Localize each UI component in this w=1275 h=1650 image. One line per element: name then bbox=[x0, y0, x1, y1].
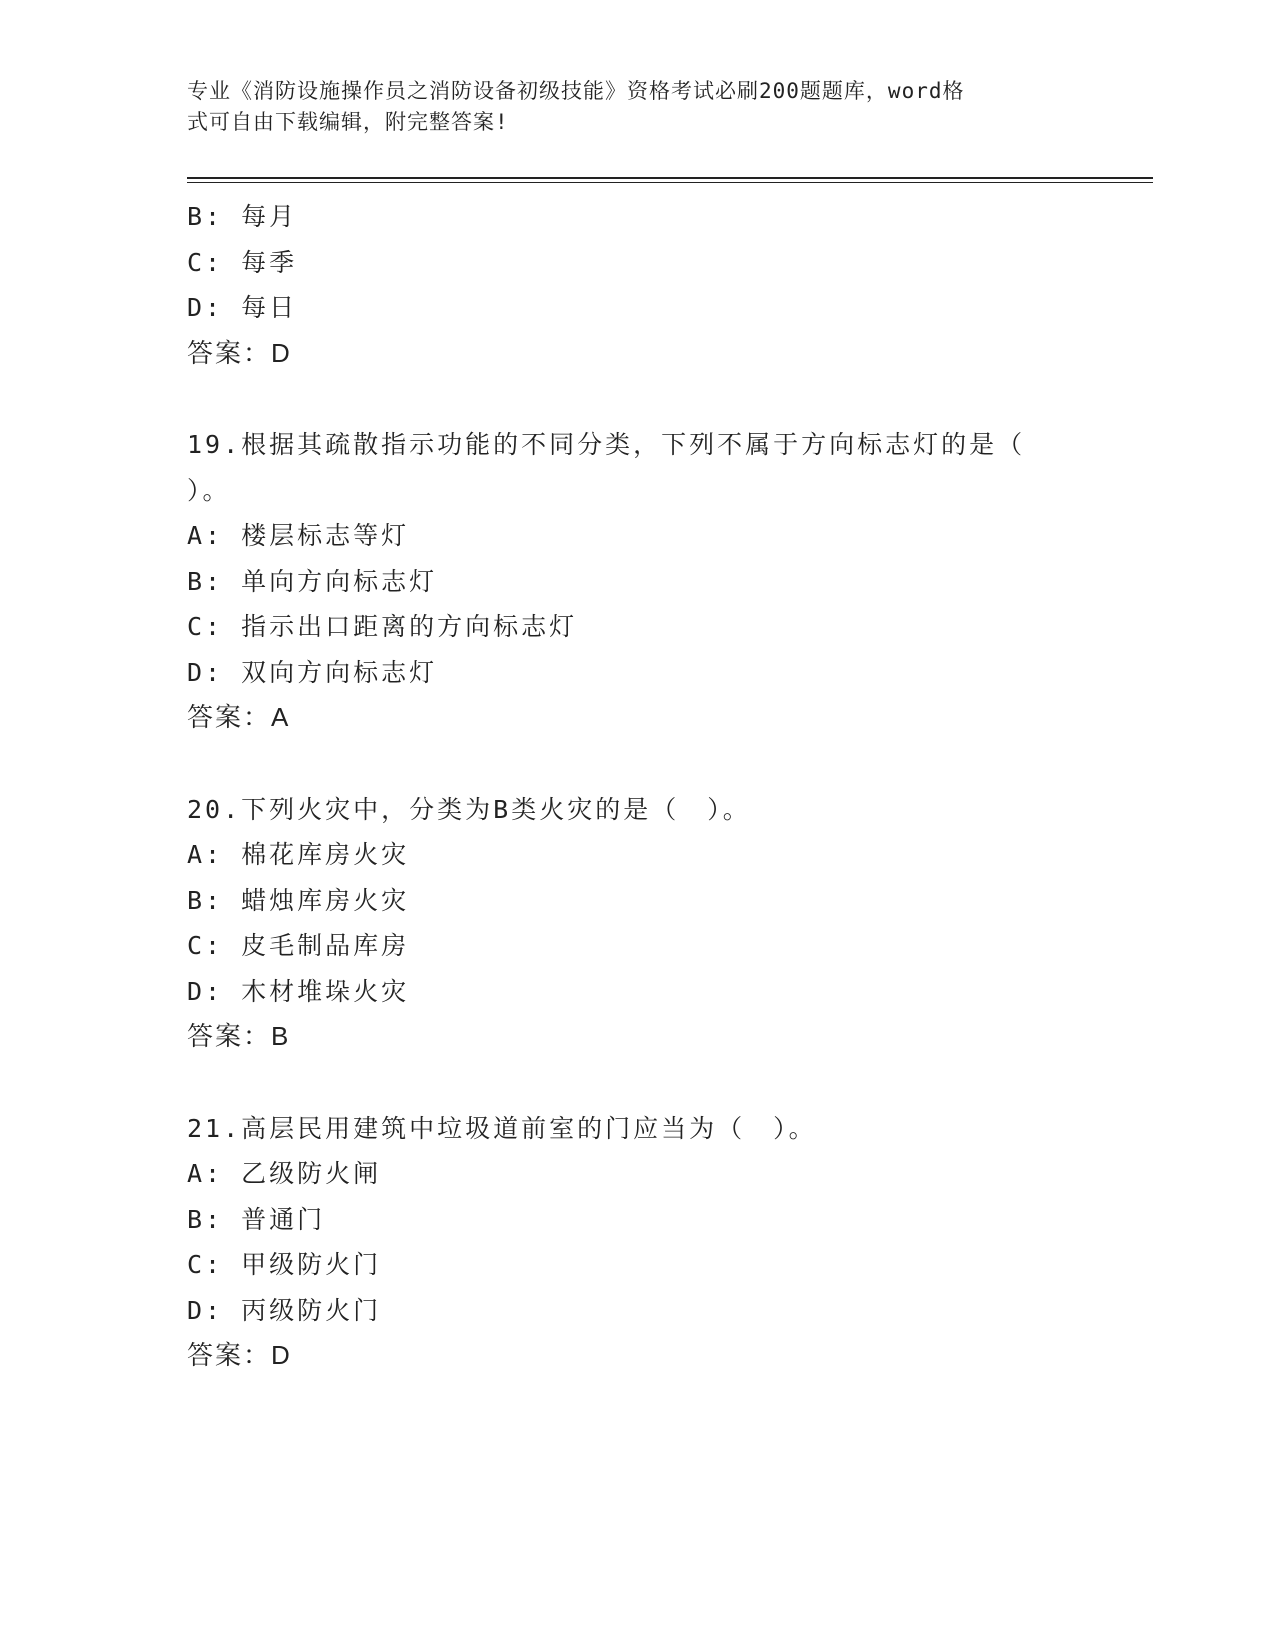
question-spacer bbox=[187, 741, 1147, 787]
question-list bbox=[187, 194, 1147, 1379]
question-19 bbox=[187, 422, 1147, 741]
option-c: C: 皮毛制品库房 bbox=[187, 931, 410, 960]
question-stem: 19.根据其疏散指示功能的不同分类，下列不属于方向标志灯的是（ bbox=[187, 430, 1026, 459]
question-stem: 20.下列火灾中，分类为B类火灾的是（ ）。 bbox=[187, 794, 751, 824]
question-stem-continued: ）。 bbox=[187, 475, 231, 505]
option-c: C: 甲级防火门 bbox=[187, 1250, 382, 1279]
header-line-1: 专业《消防设施操作员之消防设备初级技能》资格考试必刷200题题库，word格 bbox=[187, 79, 965, 103]
option-a: A: 棉花库房火灾 bbox=[187, 840, 410, 869]
answer-line: 答案：D bbox=[187, 1340, 292, 1370]
answer-line: 答案：B bbox=[187, 1021, 291, 1051]
option-d: D: 双向方向标志灯 bbox=[187, 657, 438, 687]
question-spacer bbox=[187, 376, 1147, 422]
header-divider-thick bbox=[187, 177, 1153, 179]
option-c: C: 每季 bbox=[187, 247, 298, 277]
question-stem: 21.高层民用建筑中垃圾道前室的门应当为（ ）。 bbox=[187, 1113, 817, 1143]
option-d: D: 每日 bbox=[187, 293, 298, 322]
header-line-2: 式可自由下载编辑，附完整答案! bbox=[187, 110, 509, 134]
question-spacer bbox=[187, 1060, 1147, 1106]
option-a: A: 乙级防火闸 bbox=[187, 1159, 382, 1188]
option-a: A: 楼层标志等灯 bbox=[187, 521, 410, 550]
question-18-continuation bbox=[187, 194, 1147, 376]
option-b: B: 每月 bbox=[187, 202, 298, 231]
option-d: D: 丙级防火门 bbox=[187, 1295, 382, 1325]
header-divider-thin bbox=[187, 182, 1153, 183]
answer-line: 答案：A bbox=[187, 702, 291, 732]
question-20 bbox=[187, 787, 1147, 1060]
document-header bbox=[187, 76, 1067, 138]
option-b: B: 蜡烛库房火灾 bbox=[187, 885, 410, 915]
answer-line: 答案：D bbox=[187, 337, 292, 368]
option-c: C: 指示出口距离的方向标志灯 bbox=[187, 612, 578, 641]
option-b: B: 单向方向标志灯 bbox=[187, 566, 438, 596]
option-b: B: 普通门 bbox=[187, 1204, 326, 1234]
option-d: D: 木材堆垛火灾 bbox=[187, 976, 410, 1006]
question-21 bbox=[187, 1106, 1147, 1379]
